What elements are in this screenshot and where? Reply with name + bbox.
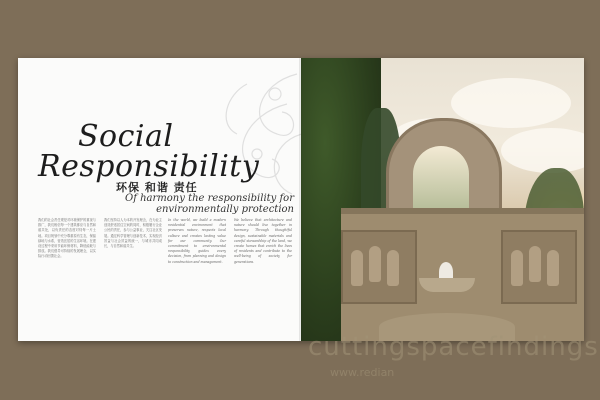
right-page-photo xyxy=(301,58,584,341)
body-column-3: In the world, we build a modern residential environment that preserves nature, respects local culture and creates lasting value for our community. Our commitment to environmental responsibility guides every decision, from planning and design to construction and management. xyxy=(168,218,226,264)
page-fold xyxy=(299,58,303,341)
brochure-spread xyxy=(18,58,584,341)
left-page xyxy=(18,58,301,341)
fountain-bowl xyxy=(419,278,475,292)
cherub-figure xyxy=(529,246,541,282)
cloud xyxy=(501,128,584,173)
cherub-figure xyxy=(511,250,523,286)
cherub-figure xyxy=(351,250,363,286)
cherub-figure xyxy=(369,246,381,282)
watermark-url: www.redian xyxy=(330,366,395,379)
watermark-text: cuttingspacefindings xyxy=(308,332,599,362)
subtitle: Of harmony the responsibility for environmentally protection xyxy=(125,193,294,215)
cherub-relief-right xyxy=(501,230,577,304)
cherub-figure xyxy=(387,250,399,286)
cherub-figure xyxy=(547,250,559,286)
body-column-1: 我们的社会责任观是对环境保护的重视与推广，我们相信每一个建筑都应与自然和谐共处，以负责任的态度对待每一片土地。项目规划中充分尊重原有生态，保留绿地与水系，营造宜居的生活环境。在建设过程中采用节能环保材料，降低能耗与排放。我们倡导可持续的发展理念，以实际行动回馈社会。 xyxy=(38,218,96,259)
page-title xyxy=(38,119,268,184)
cherub-relief-left xyxy=(341,230,417,304)
title-line-2: Responsibility xyxy=(38,149,260,184)
cloud xyxy=(451,78,571,128)
body-column-2: 我们坚持以人为本的开发理念，在为业主创造舒适居住空间的同时，积极履行企业公民的责任，参与公益事业，关注社区发展。通过科学管理与创新技术，实现经济效益与社会效益的统一，与城市共同成长，与自然和谐共生。 xyxy=(104,218,162,249)
body-column-4: We believe that architecture and nature should live together in harmony. Through thoughtful design, sustainable materials and careful stewardship of the land, we create homes that enrich the lives of residents and contribute to the well-being of society for generations. xyxy=(234,218,292,264)
title-line-1: Social xyxy=(78,119,174,154)
chinese-title: 环保 和谐 责任 xyxy=(116,181,198,194)
